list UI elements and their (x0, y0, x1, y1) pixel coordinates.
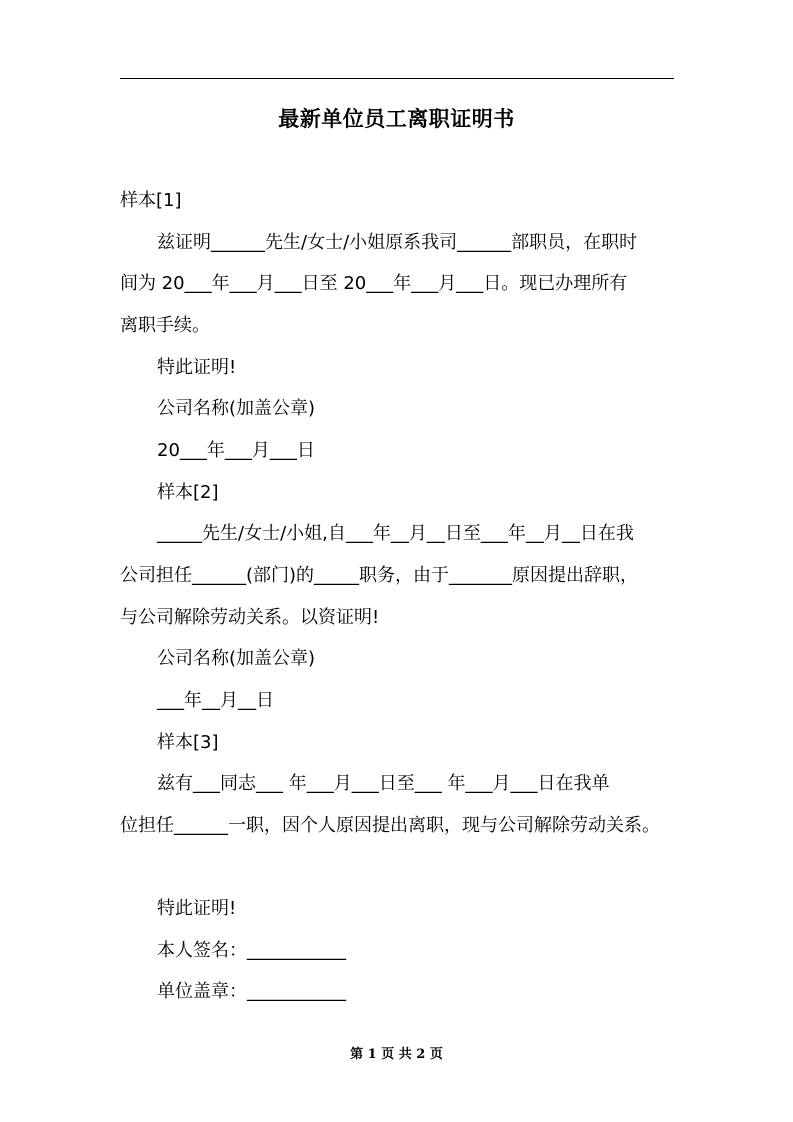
sample-2-heading: 样本[2] (157, 482, 219, 503)
sample-1-body-line-2: 间为 20___年___月___日至 20___年___月___日。现已办理所有 (120, 273, 628, 294)
sample-1-company: 公司名称(加盖公章) (157, 398, 316, 419)
header-rule (120, 78, 674, 79)
sample-3-heading: 样本[3] (157, 732, 219, 753)
sample-2-body-line-1: _____先生/女士/小姐,自___年__月__日至___年__月__日在我 (157, 523, 634, 544)
document-title: 最新单位员工离职证明书 (278, 107, 515, 131)
sample-3-closing: 特此证明! (157, 898, 237, 919)
seal-line: 单位盖章：___________ (157, 981, 346, 1002)
signature-line: 本人签名：___________ (157, 940, 346, 961)
page-footer: 第 1 页 共 2 页 (350, 1047, 443, 1062)
sample-2-date: ___年__月__日 (157, 690, 274, 711)
sample-1-heading: 样本[1] (120, 190, 182, 211)
sample-3-body-line-1: 兹有___同志___ 年___月___日至___ 年___月___日在我单 (157, 773, 610, 794)
sample-1-body-line-3: 离职手续。 (120, 315, 210, 336)
sample-2-company: 公司名称(加盖公章) (157, 648, 316, 669)
sample-2-body-line-2: 公司担任______(部门)的_____职务，由于_______原因提出辞职， (120, 565, 639, 586)
sample-2-body-line-3: 与公司解除劳动关系。以资证明! (120, 607, 380, 628)
sample-3-body-line-2: 位担任______一职，因个人原因提出离职，现与公司解除劳动关系。 (120, 815, 660, 836)
sample-1-date: 20___年___月___日 (157, 440, 315, 461)
sample-1-closing: 特此证明! (157, 357, 237, 378)
sample-1-body-line-1: 兹证明______先生/女士/小姐原系我司______部职员，在职时 (157, 232, 638, 253)
